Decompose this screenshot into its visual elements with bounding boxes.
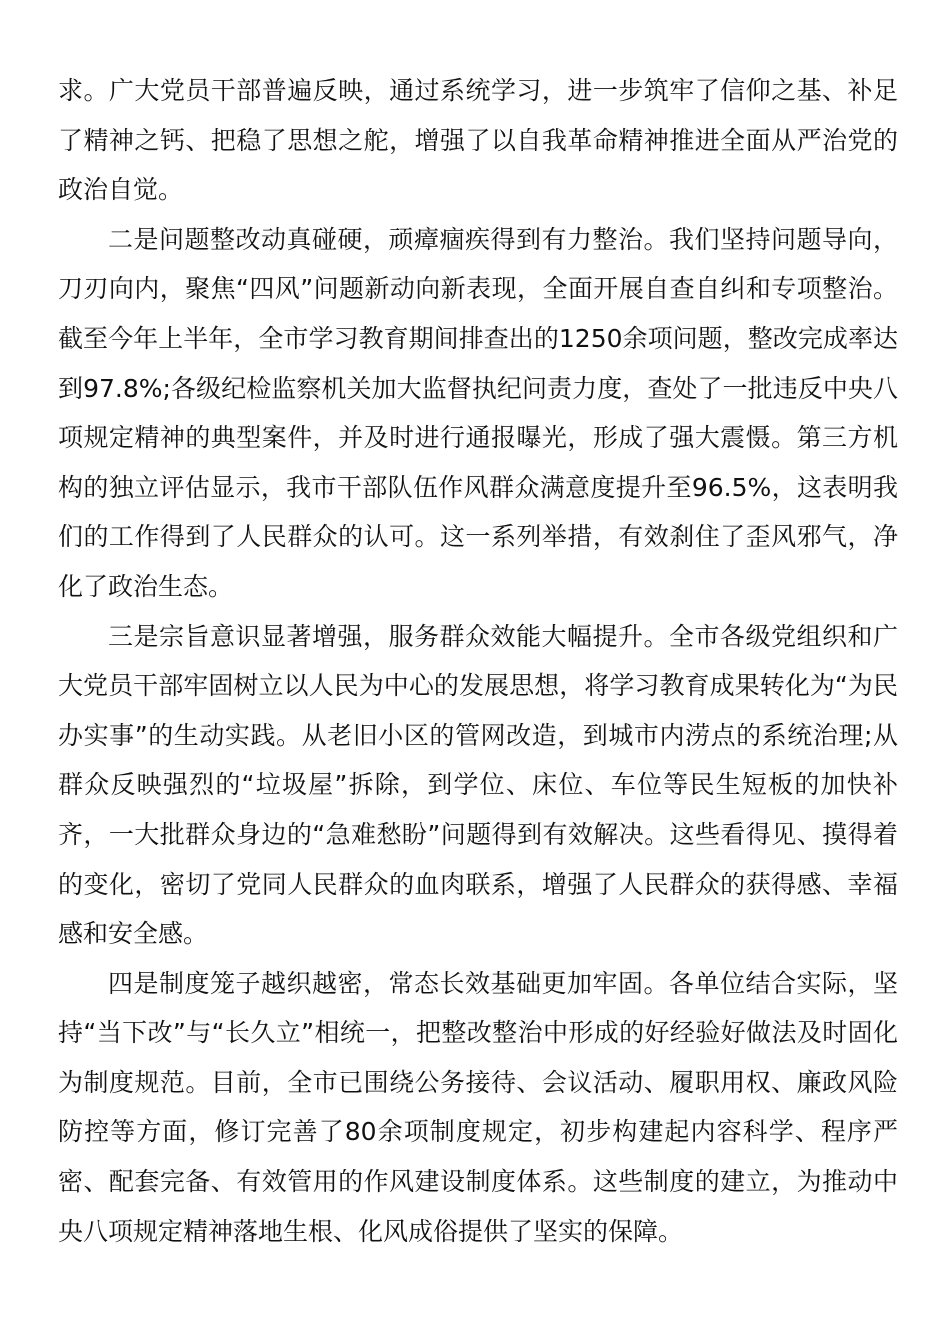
paragraph-problem-rectification: 二是问题整改动真碰硬，顽瘴痼疾得到有力整治。我们坚持问题导向，刀刃向内，聚焦“四风”问题新动向新表现，全面开展自查自纠和专项整治。截至今年上半年，全市学习教育期间排查出的1250余项问题，整改完成率达到97.8%;各级纪检监察机关加大监督执纪问责力度，查处了一批违反中央八项规定精神的典型案件，并及时进行通报曝光，形成了强大震慑。第三方机构的独立评估显示，我市干部队伍作风群众满意度提升至96.5%，这表明我们的工作得到了人民群众的认可。这一系列举措，有效刹住了歪风邪气，净化了政治生态。	[58, 224, 898, 601]
document-body	[58, 66, 898, 1256]
paragraph-institutional-system: 四是制度笼子越织越密，常态长效基础更加牢固。各单位结合实际，坚持“当下改”与“长久立”相统一，把整改整治中形成的好经验好做法及时固化为制度规范。目前，全市已围绕公务接待、会议活动、履职用权、廉政风险防控等方面，修订完善了80余项制度规定，初步构建起内容科学、程序严密、配套完备、有效管用的作风建设制度体系。这些制度的建立，为推动中央八项规定精神落地生根、化风成俗提供了坚实的保障。	[58, 968, 898, 1246]
paragraph-continuation: 求。广大党员干部普遍反映，通过系统学习，进一步筑牢了信仰之基、补足了精神之钙、把稳了思想之舵，增强了以自我革命精神推进全面从严治党的政治自觉。	[58, 76, 898, 205]
paragraph-service-awareness: 三是宗旨意识显著增强，服务群众效能大幅提升。全市各级党组织和广大党员干部牢固树立以人民为中心的发展思想，将学习教育成果转化为“为民办实事”的生动实践。从老旧小区的管网改造，到城市内涝点的系统治理;从群众反映强烈的“垃圾屋”拆除，到学位、床位、车位等民生短板的加快补齐，一大批群众身边的“急难愁盼”问题得到有效解决。这些看得见、摸得着的变化，密切了党同人民群众的血肉联系，增强了人民群众的获得感、幸福感和安全感。	[58, 621, 898, 949]
